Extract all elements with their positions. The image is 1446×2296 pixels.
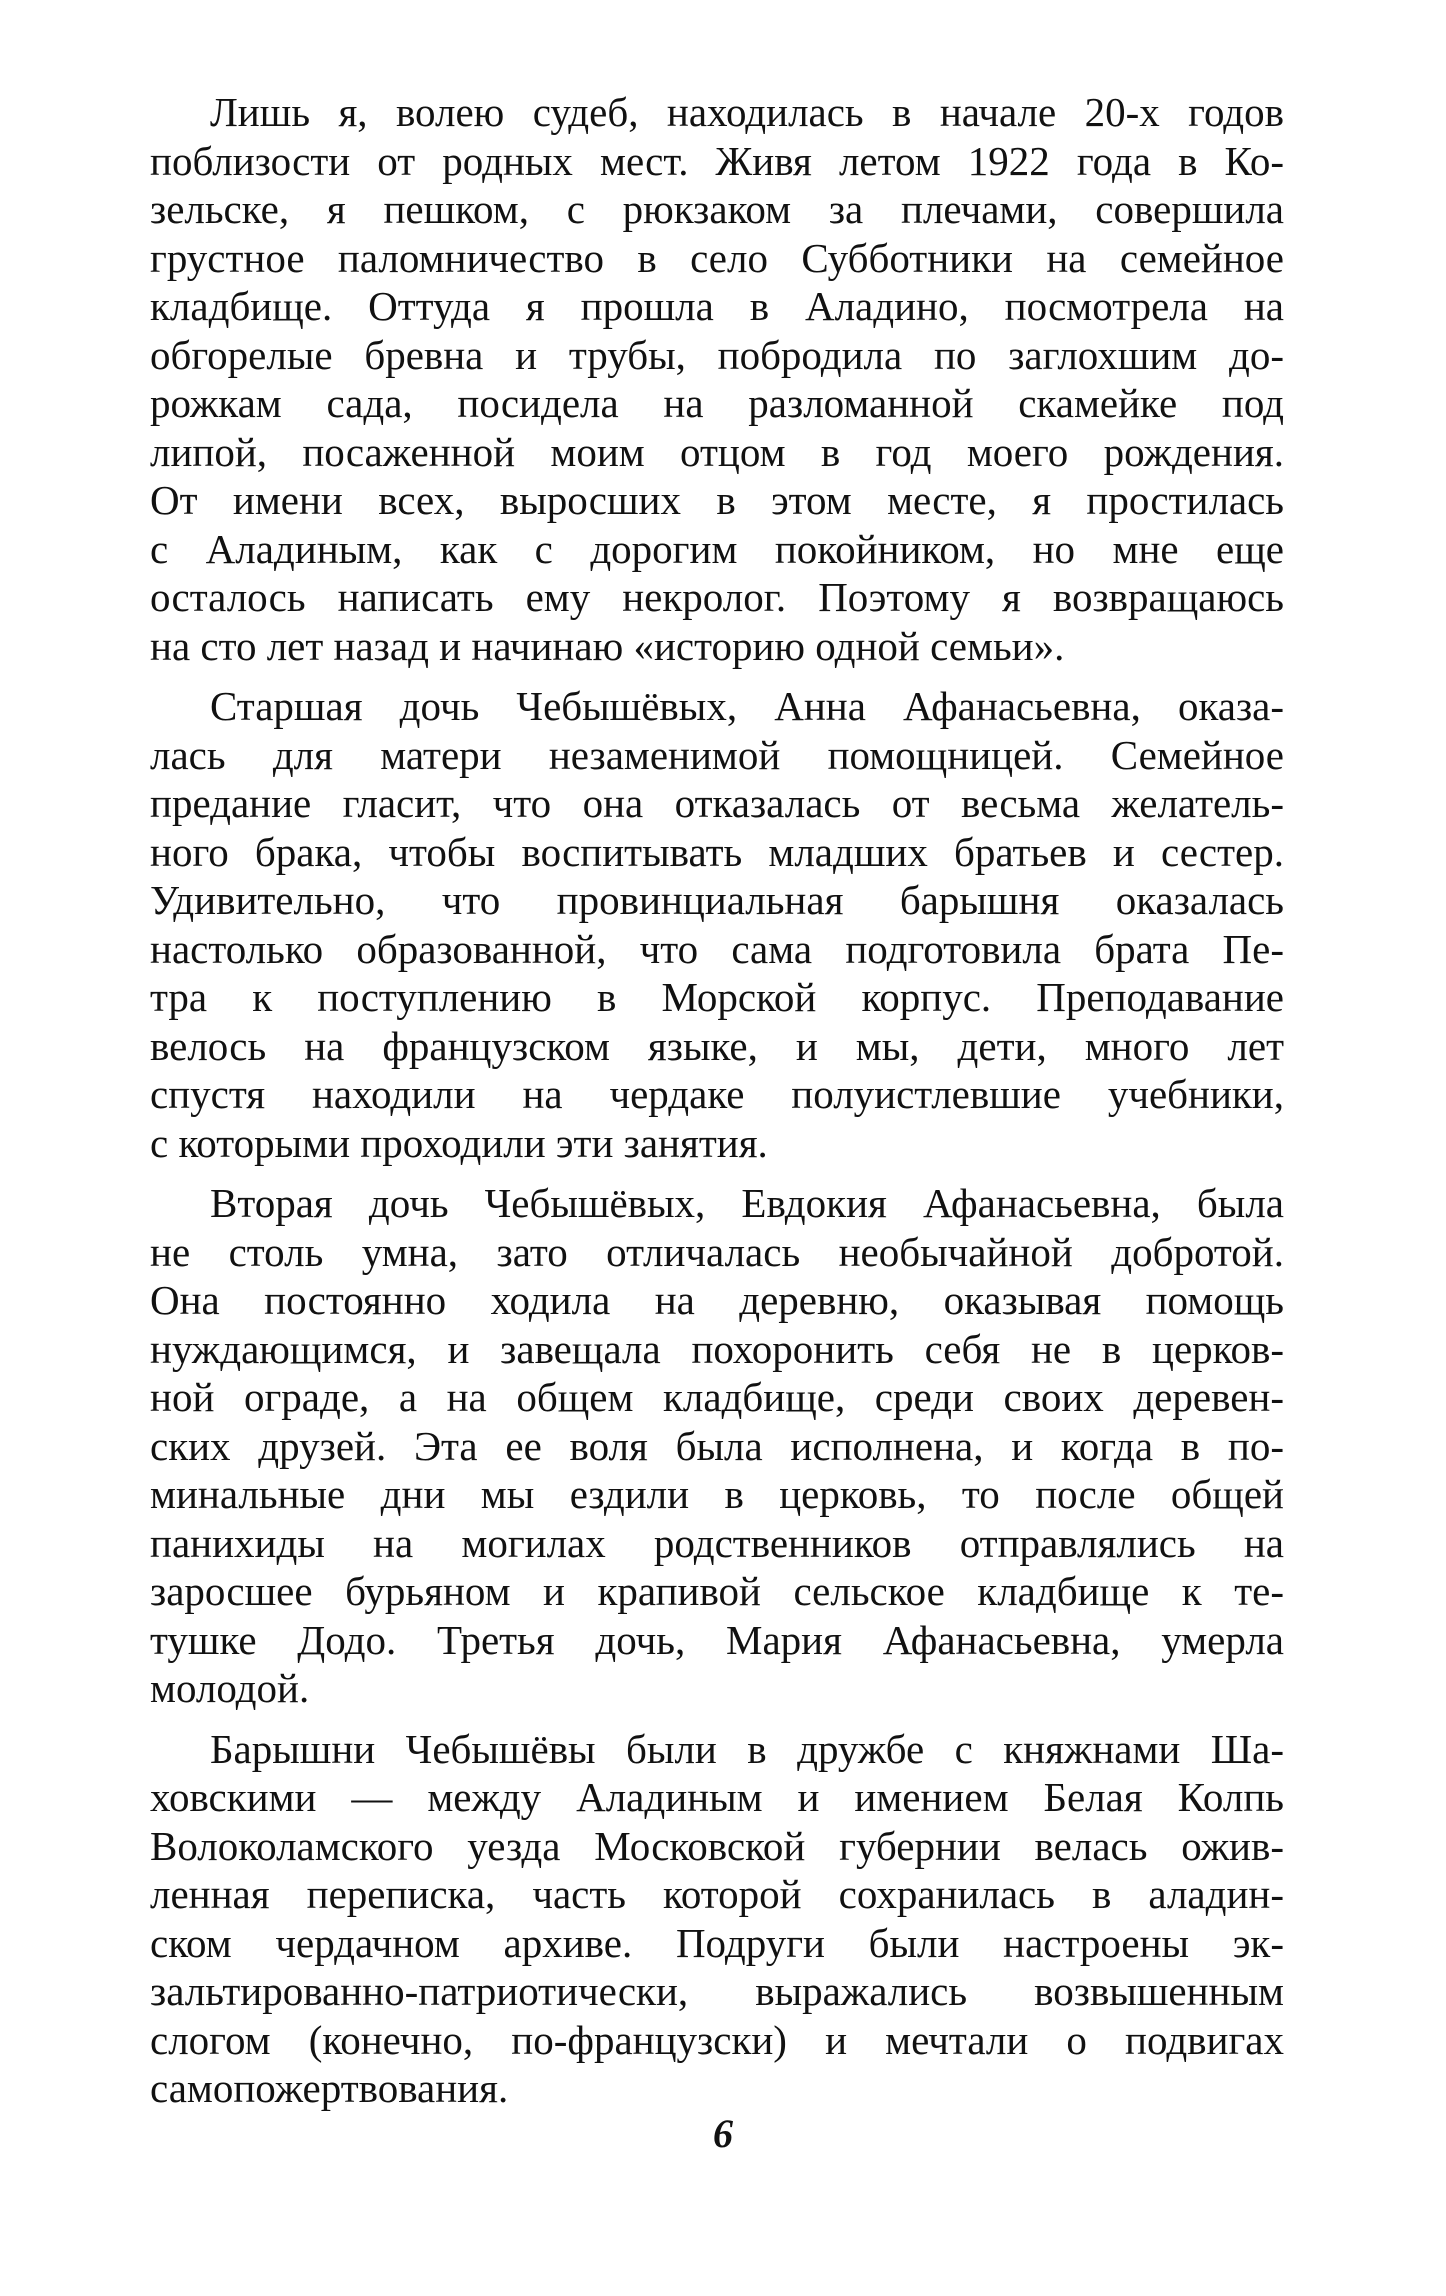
text-line: рожкам сада, посидела на разломанной скамейке под	[150, 380, 1284, 426]
text-line: слогом (конечно, по-французски) и мечтали о подвигах	[150, 2016, 1284, 2063]
text-line: не столь умна, зато отличалась необычайной добротой.	[150, 1228, 1284, 1275]
text-line: тушке Додо. Третья дочь, Мария Афанасьевна, умерла	[150, 1616, 1284, 1663]
text-line: ских друзей. Эта ее воля была исполнена, и когда в по-	[150, 1422, 1284, 1469]
text-line: Барышни Чебышёвы были в дружбе с княжнами Ша-	[210, 1725, 1284, 1772]
text-line: липой, посаженной моим отцом в год моего рождения.	[150, 428, 1284, 475]
text-line: на сто лет назад и начинаю «историю одной семьи».	[150, 622, 1065, 669]
text-line: предание гласит, что она отказалась от весьма желатель-	[150, 780, 1284, 826]
text-line: От имени всех, выросших в этом месте, я простилась	[150, 477, 1284, 523]
text-line: Лишь я, волею судеб, находилась в начале 20-х годов	[210, 89, 1284, 135]
text-line: осталось написать ему некролог. Поэтому я возвращаюсь	[150, 574, 1284, 620]
text-line: Она постоянно ходила на деревню, оказывая помощь	[150, 1277, 1284, 1323]
text-line: ной ограде, а на общем кладбище, среди своих деревен-	[150, 1374, 1284, 1420]
text-line: Старшая дочь Чебышёвых, Анна Афанасьевна, оказа-	[210, 683, 1284, 729]
text-line: самопожертвования.	[150, 2065, 509, 2111]
text-line: минальные дни мы ездили в церковь, то после общей	[150, 1471, 1284, 1517]
text-line: нуждающимся, и завещала похоронить себя не в церков-	[150, 1325, 1284, 1372]
text-line: панихиды на могилах родственников отправлялись на	[150, 1519, 1284, 1566]
text-line: ском чердачном архиве. Подруги были настроены эк-	[150, 1919, 1284, 1966]
text-line: велось на французском языке, и мы, дети, много лет	[150, 1022, 1284, 1069]
text-line: с которыми проходили эти занятия.	[150, 1119, 768, 1166]
paragraph	[150, 1179, 1284, 1713]
text-line: зельске, я пешком, с рюкзаком за плечами, совершила	[150, 186, 1284, 232]
text-line: ного брака, чтобы воспитывать младших братьев и сестер.	[150, 828, 1284, 875]
text-line: зальтированно-патриотически, выражались возвышенным	[150, 1968, 1284, 2014]
paragraph	[150, 88, 1284, 670]
text-line: молодой.	[150, 1665, 310, 1711]
text-line: грустное паломничество в село Субботники на семейное	[150, 234, 1284, 281]
text-line: заросшее бурьяном и крапивой сельское кладбище к те-	[150, 1568, 1284, 1614]
page-body	[150, 88, 1284, 2125]
text-line: Вторая дочь Чебышёвых, Евдокия Афанасьевна, была	[210, 1180, 1284, 1226]
text-line: обгорелые бревна и трубы, побродила по заглохшим до-	[150, 331, 1284, 378]
paragraph	[150, 1725, 1284, 2113]
text-line: лась для матери незаменимой помощницей. Семейное	[150, 731, 1284, 778]
text-line: Волоколамского уезда Московской губернии велась ожив-	[150, 1822, 1284, 1869]
text-line: тра к поступлению в Морской корпус. Преподавание	[150, 974, 1284, 1020]
text-line: ховскими — между Аладиным и имением Белая Колпь	[150, 1774, 1284, 1820]
text-line: с Аладиным, как с дорогим покойником, но мне еще	[150, 525, 1284, 572]
text-line: настолько образованной, что сама подготовила брата Пе-	[150, 925, 1284, 972]
text-line: ленная переписка, часть которой сохранилась в аладин-	[150, 1871, 1284, 1917]
text-line: спустя находили на чердаке полуистлевшие учебники,	[150, 1071, 1284, 1117]
paragraph	[150, 682, 1284, 1167]
text-line: Удивительно, что провинциальная барышня оказалась	[150, 877, 1284, 923]
text-line: поблизости от родных мест. Живя летом 1922 года в Ко-	[150, 137, 1284, 184]
page-number: 6	[713, 2111, 733, 2156]
text-line: кладбище. Оттуда я прошла в Аладино, посмотрела на	[150, 283, 1284, 329]
